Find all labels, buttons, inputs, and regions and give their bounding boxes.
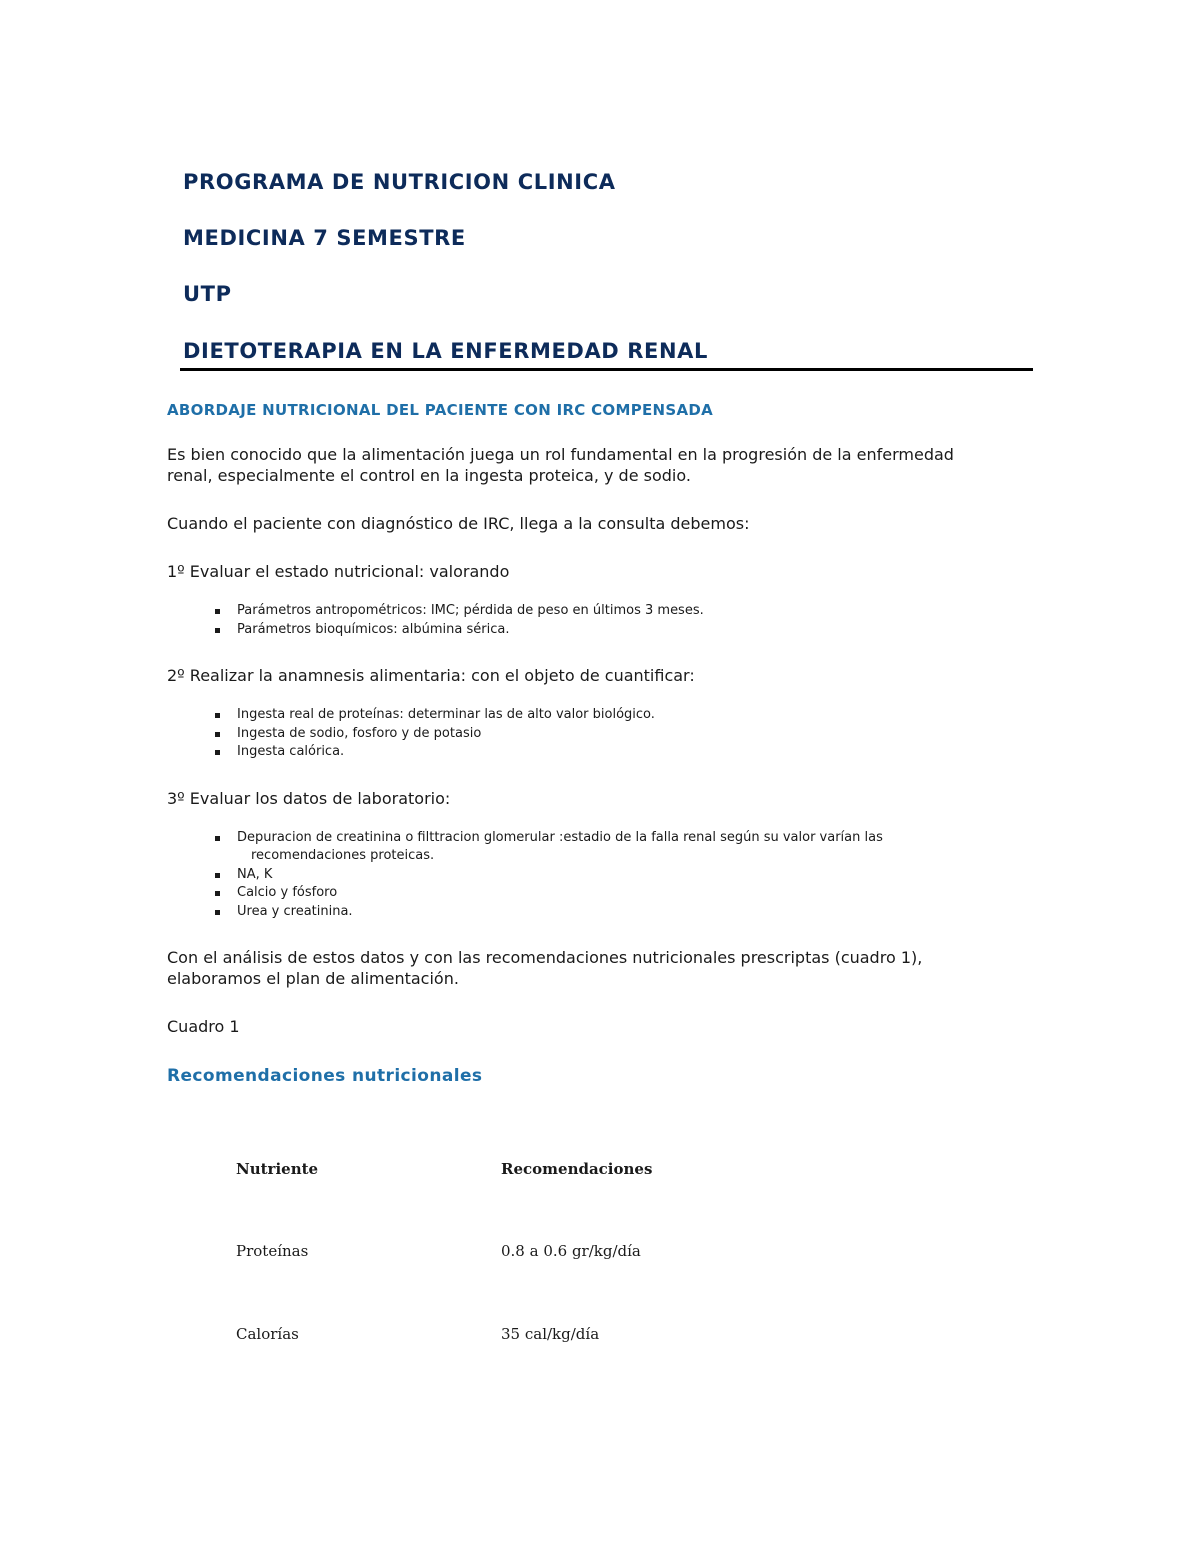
program-title: PROGRAMA DE NUTRICION CLINICA bbox=[183, 170, 616, 194]
list-item-continuation: recomendaciones proteicas. bbox=[251, 848, 435, 863]
list-item: Calcio y fósforo bbox=[215, 884, 1027, 903]
list-item: Ingesta de sodio, fosforo y de potasio bbox=[215, 725, 1027, 744]
list-item: Urea y creatinina. bbox=[215, 903, 1027, 922]
square-bullet-icon bbox=[215, 750, 220, 755]
table-cell: Proteínas bbox=[236, 1242, 309, 1260]
square-bullet-icon bbox=[215, 609, 220, 614]
list-item: Ingesta calórica. bbox=[215, 743, 1027, 762]
list-item: Parámetros bioquímicos: albúmina sérica. bbox=[215, 621, 1027, 640]
square-bullet-icon bbox=[215, 836, 220, 841]
consulta-paragraph: Cuando el paciente con diagnóstico de IRC, llega a la consulta debemos: bbox=[167, 514, 750, 533]
document-body bbox=[167, 398, 1027, 1088]
conclusion-line: Con el análisis de estos datos y con las recomendaciones nutricionales prescriptas (cuadro 1), bbox=[167, 948, 923, 967]
intro-line: renal, especialmente el control en la ingesta proteica, y de sodio. bbox=[167, 466, 691, 485]
square-bullet-icon bbox=[215, 628, 220, 633]
list-item: Depuracion de creatinina o filttracion glomerular :estadio de la falla renal según su valor varían las recomendaciones proteicas. bbox=[215, 829, 1027, 866]
table-header-cell: Recomendaciones bbox=[501, 1160, 653, 1178]
table-header-row bbox=[236, 1160, 736, 1184]
intro-paragraph bbox=[167, 444, 1027, 486]
table-header-cell: Nutriente bbox=[236, 1160, 319, 1178]
step-list bbox=[167, 602, 1027, 639]
step-list bbox=[167, 829, 1027, 922]
cuadro-label: Cuadro 1 bbox=[167, 1017, 240, 1036]
square-bullet-icon bbox=[215, 910, 220, 915]
conclusion-line: elaboramos el plan de alimentación. bbox=[167, 969, 459, 988]
square-bullet-icon bbox=[215, 713, 220, 718]
section-heading: ABORDAJE NUTRICIONAL DEL PACIENTE CON IRC COMPENSADA bbox=[167, 401, 714, 419]
list-item: NA, K bbox=[215, 866, 1027, 885]
topic-title: DIETOTERAPIA EN LA ENFERMEDAD RENAL bbox=[183, 339, 708, 363]
table-row bbox=[236, 1242, 736, 1266]
table-cell: 35 cal/kg/día bbox=[501, 1325, 600, 1343]
table-row bbox=[236, 1325, 736, 1349]
table-cell: Calorías bbox=[236, 1325, 299, 1343]
intro-line: Es bien conocido que la alimentación juega un rol fundamental en la progresión de la enfermedad bbox=[167, 445, 954, 464]
course-title: MEDICINA 7 SEMESTRE bbox=[183, 226, 466, 250]
table-cell: 0.8 a 0.6 gr/kg/día bbox=[501, 1242, 641, 1260]
conclusion-paragraph bbox=[167, 947, 1027, 989]
step-title: 1º Evaluar el estado nutricional: valorando bbox=[167, 562, 510, 581]
step-title: 2º Realizar la anamnesis alimentaria: con el objeto de cuantificar: bbox=[167, 666, 695, 685]
square-bullet-icon bbox=[215, 873, 220, 878]
recommendations-heading: Recomendaciones nutricionales bbox=[167, 1066, 483, 1086]
list-item: Parámetros antropométricos: IMC; pérdida de peso en últimos 3 meses. bbox=[215, 602, 1027, 621]
square-bullet-icon bbox=[215, 891, 220, 896]
step-title: 3º Evaluar los datos de laboratorio: bbox=[167, 788, 451, 808]
institution-title: UTP bbox=[183, 282, 232, 306]
list-item: Ingesta real de proteínas: determinar las de alto valor biológico. bbox=[215, 706, 1027, 725]
header-divider bbox=[180, 368, 1033, 371]
step-list bbox=[167, 706, 1027, 762]
square-bullet-icon bbox=[215, 732, 220, 737]
